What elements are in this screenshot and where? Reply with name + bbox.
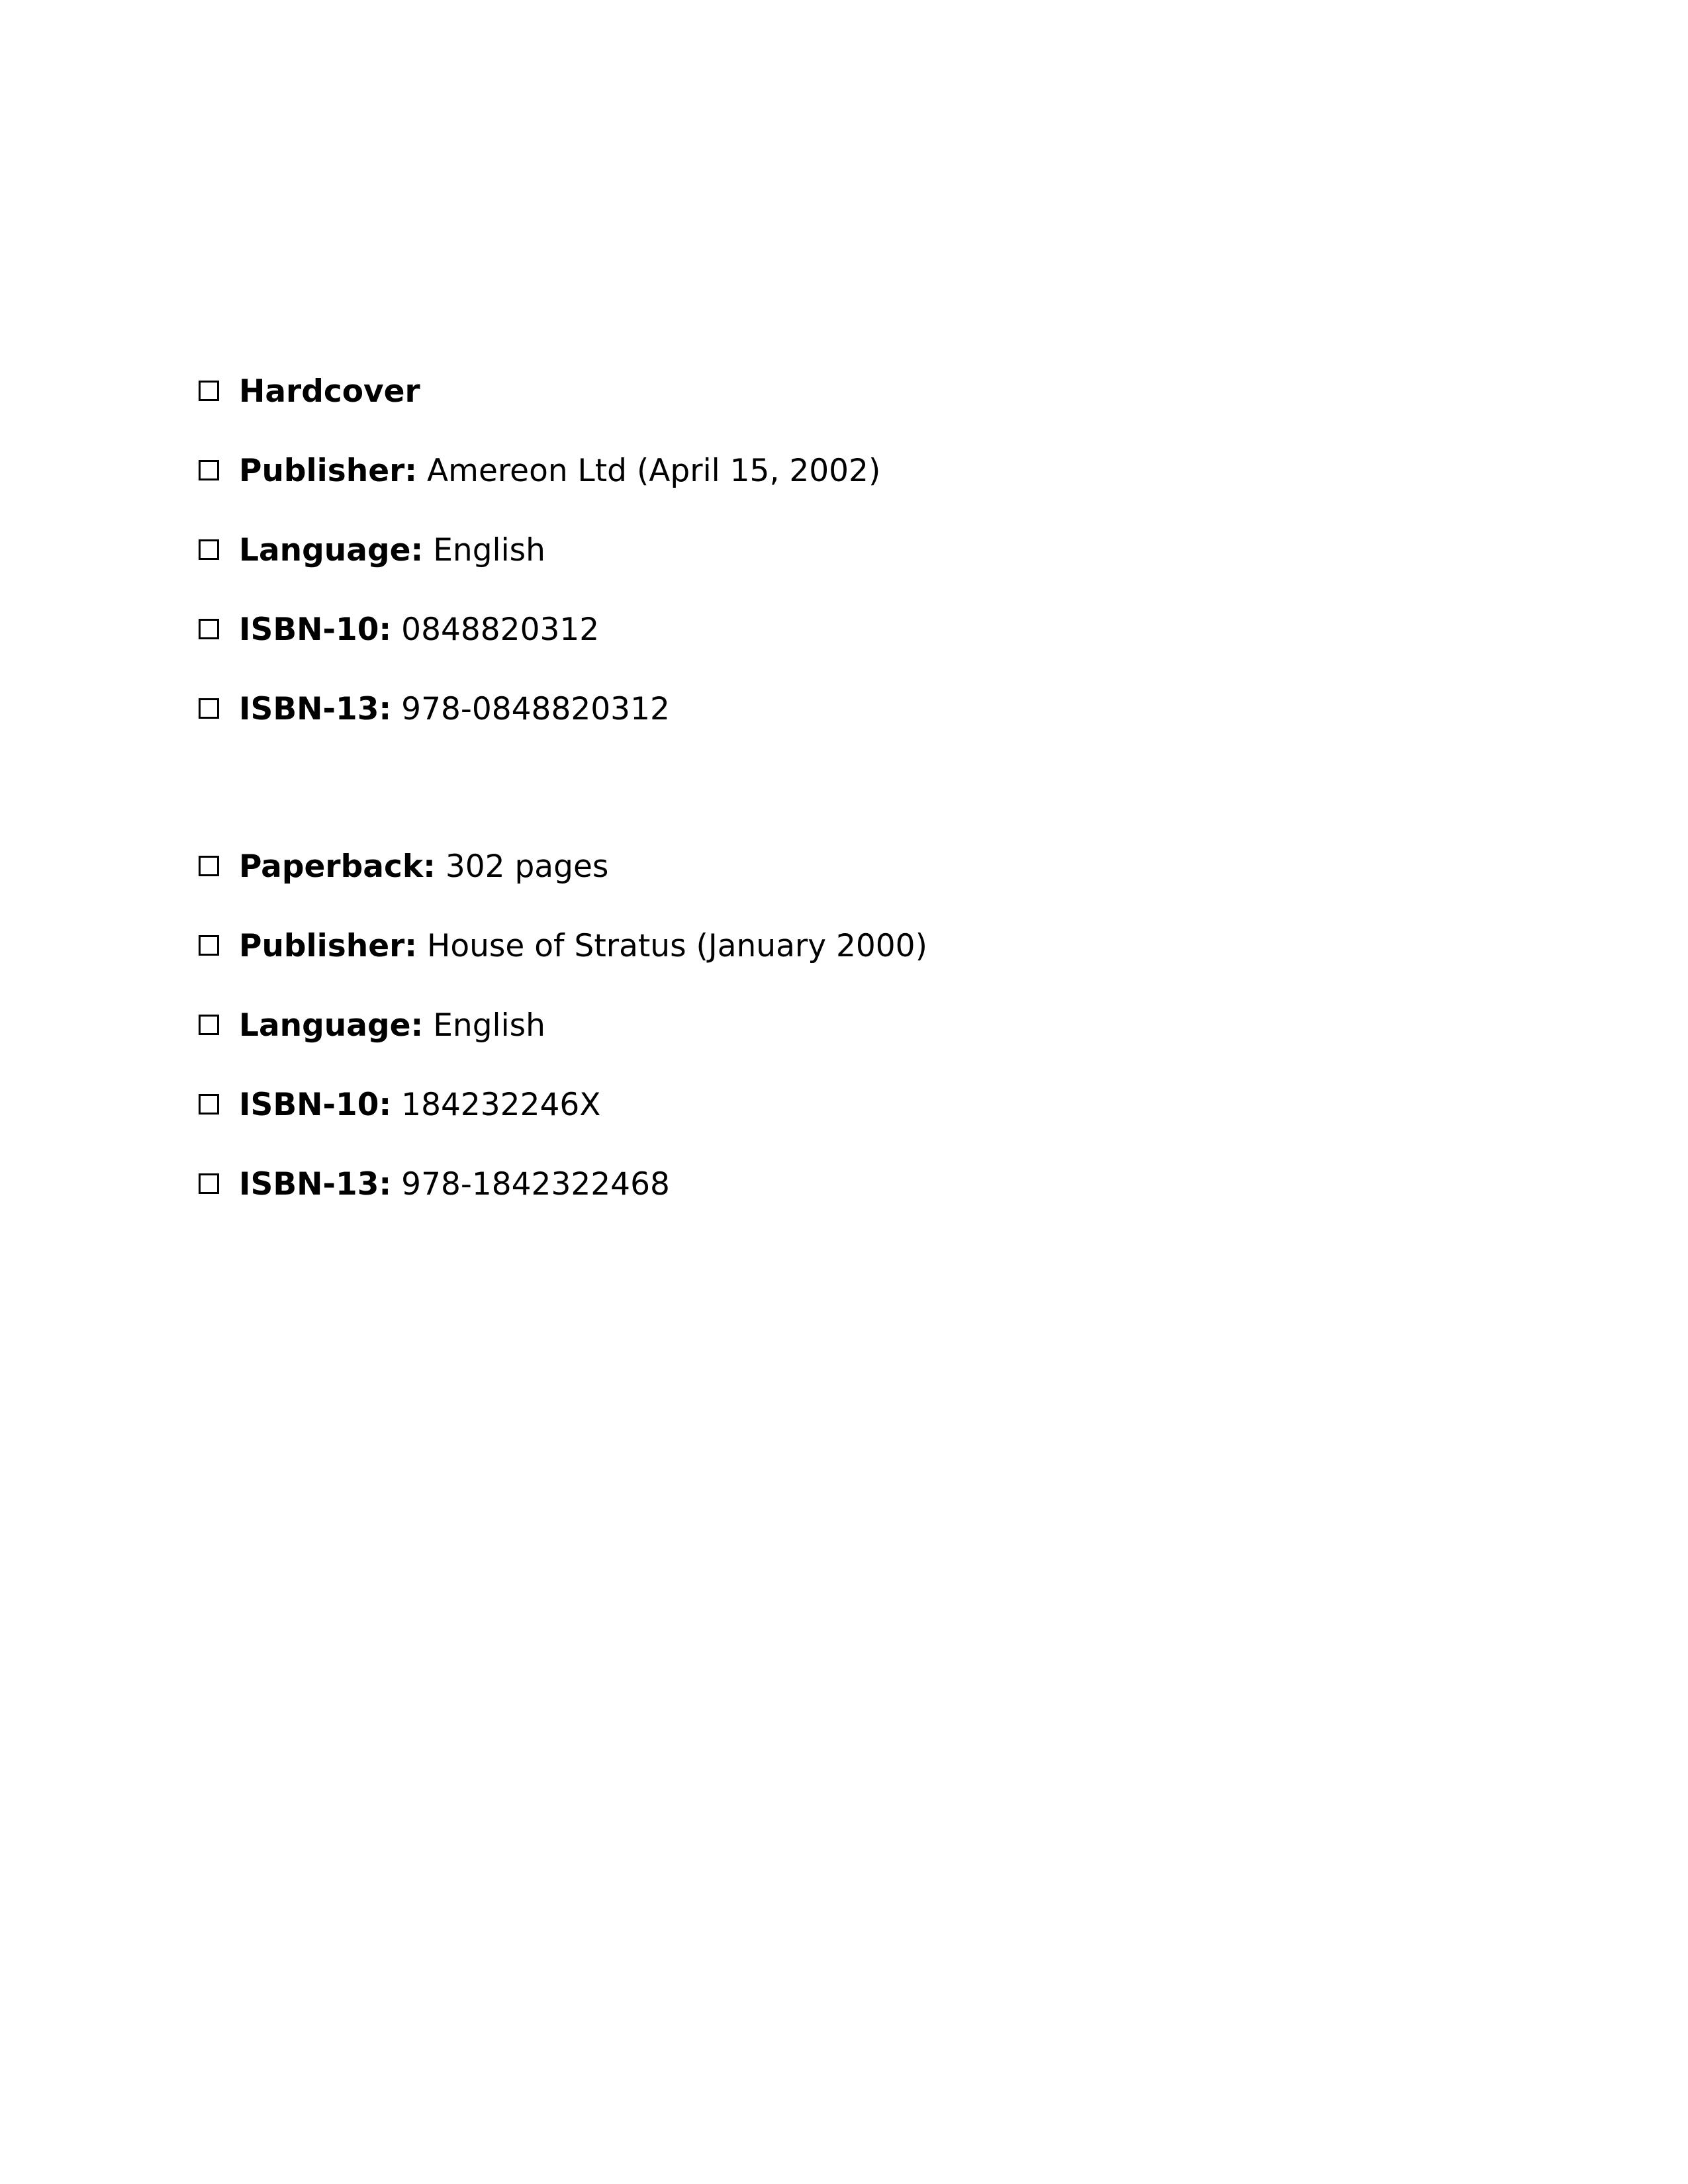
checkbox-icon	[199, 1094, 219, 1115]
item-label: ISBN-13:	[239, 691, 392, 727]
item-label: Language:	[239, 532, 424, 569]
item-value: 302 pages	[445, 848, 609, 885]
list-item-paperback-isbn10	[199, 1066, 927, 1145]
item-label: ISBN-13:	[239, 1166, 392, 1203]
item-value: 978-1842322468	[401, 1166, 670, 1203]
item-label: Language:	[239, 1007, 424, 1044]
item-value: 0848820312	[401, 612, 600, 648]
hardcover-details-list	[199, 352, 880, 749]
checkbox-icon	[199, 698, 219, 719]
item-label: Publisher:	[239, 928, 418, 964]
checkbox-icon	[199, 1173, 219, 1194]
item-label: Publisher:	[239, 453, 418, 489]
list-item-hardcover-isbn10	[199, 590, 880, 670]
checkbox-icon	[199, 381, 219, 401]
list-item-hardcover-language	[199, 511, 880, 590]
item-value: English	[433, 1007, 545, 1044]
checkbox-icon	[199, 460, 219, 480]
checkbox-icon	[199, 935, 219, 956]
item-label: ISBN-10:	[239, 1087, 392, 1123]
paperback-details-list	[199, 827, 927, 1224]
item-value: 978-0848820312	[401, 691, 670, 727]
item-label: Hardcover	[239, 373, 420, 410]
list-item-hardcover-format	[199, 352, 880, 432]
checkbox-icon	[199, 539, 219, 560]
list-item-paperback-isbn13	[199, 1145, 927, 1224]
checkbox-icon	[199, 619, 219, 639]
list-item-hardcover-isbn13	[199, 670, 880, 749]
list-item-hardcover-publisher	[199, 432, 880, 511]
list-item-paperback-publisher	[199, 907, 927, 986]
item-value: 184232246X	[401, 1087, 601, 1123]
item-label: ISBN-10:	[239, 612, 392, 648]
list-item-paperback-format	[199, 827, 927, 907]
item-value: Amereon Ltd (April 15, 2002)	[427, 453, 881, 489]
list-item-paperback-language	[199, 986, 927, 1066]
checkbox-icon	[199, 856, 219, 876]
item-value: English	[433, 532, 545, 569]
item-label: Paperback:	[239, 848, 436, 885]
checkbox-icon	[199, 1015, 219, 1035]
item-value: House of Stratus (January 2000)	[427, 928, 927, 964]
